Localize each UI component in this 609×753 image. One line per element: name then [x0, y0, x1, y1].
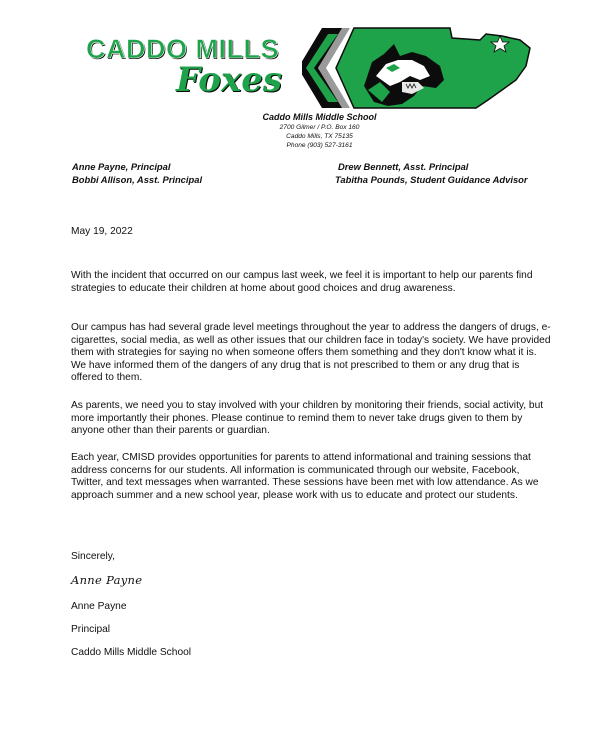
letter-date: May 19, 2022	[71, 226, 133, 237]
staff-list-right	[335, 160, 528, 186]
signer-school: Caddo Mills Middle School	[71, 647, 192, 658]
signer-name: Anne Payne	[71, 601, 127, 612]
letter-closing: Sincerely,	[71, 551, 115, 562]
school-address-line1: 2700 Gilmer / P.O. Box 160	[279, 124, 360, 131]
handwritten-signature: Anne Payne	[71, 573, 143, 587]
brand-script: Foxes	[176, 60, 283, 100]
staff-list-left	[72, 160, 202, 186]
staff-member: Bobbi Allison, Asst. Principal	[72, 174, 203, 185]
signer-title: Principal	[71, 624, 111, 635]
school-name: Caddo Mills Middle School	[262, 112, 377, 122]
letter-paragraph: With the incident that occurred on our campus last week, we feel it is important to help our parents find strategies to educate their children at home about good choices and drug awareness.	[71, 270, 533, 294]
letter-paragraph: As parents, we need you to stay involved with your children by monitoring their friends, social activity, but more importantly their phones. Please continue to remind them to never take drugs given to them by anyone other than their parents or guardian.	[71, 400, 544, 437]
school-address-line2: Caddo Mills, TX 75135	[286, 133, 353, 140]
school-phone: Phone (903) 527-3161	[286, 142, 353, 149]
letter-paragraph: Each year, CMISD provides opportunities for parents to attend informational and training sessions that address concerns for our students. All information is communicated through our website, Facebook, Twitter, and text messages when warranted. These sessions have been met with low attendance. As we approach summer and a new school year, please work with us to educate and protect our students.	[71, 452, 539, 501]
brand-wordmark: CADDO MILLS	[86, 34, 279, 64]
fox-mascot-texas-logo-icon	[302, 26, 534, 110]
letter-paragraph: Our campus has had several grade level meetings throughout the year to address the dangers of drugs, e-cigarettes, social media, as well as other issues that our children face in today's society. We have provided them with strategies for saying no when someone offers them something and they don't know what it is. We have informed them of the dangers of any drug that is not prescribed to them or any drug that is offered to them.	[71, 322, 551, 384]
letterhead	[80, 22, 530, 110]
school-address-block	[0, 112, 609, 150]
staff-member: Drew Bennett, Asst. Principal	[338, 161, 469, 172]
staff-member: Tabitha Pounds, Student Guidance Advisor	[335, 174, 528, 185]
staff-member: Anne Payne, Principal	[72, 161, 171, 172]
